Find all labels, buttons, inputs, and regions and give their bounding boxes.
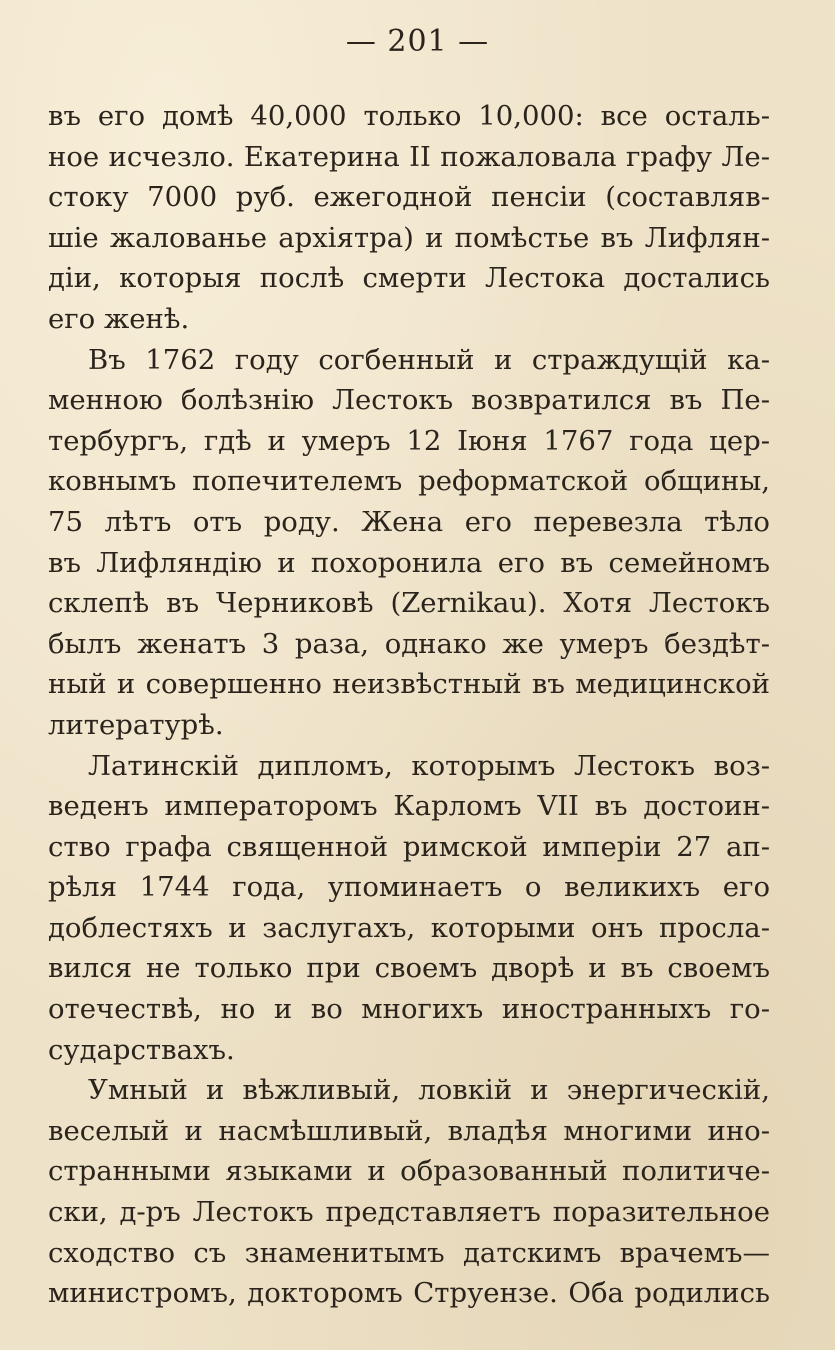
text-line: литературѣ. [48,708,224,741]
text-line: сходство съ знаменитымъ датскимъ врачемъ— [48,1236,770,1269]
text-line: стоку 7000 руб. ежегодной пенсіи (составляв- [48,181,770,214]
text-line: въ Лифляндію и похоронила его въ семейномъ [48,546,770,579]
text-line: доблестяхъ и заслугахъ, которыми онъ просла- [48,911,770,944]
text-line: ное исчезло. Екатерина II пожаловала графу Ле- [48,140,770,173]
text-line: вился не только при своемъ дворѣ и въ своемъ [48,952,770,985]
text-line: Умный и вѣжливый, ловкій и энергическій, [88,1074,770,1107]
text-line: ный и совершенно неизвѣстный въ медицинской [48,668,770,701]
paragraph-1 [48,96,770,340]
text-line: Латинскій дипломъ, которымъ Лестокъ воз- [88,749,770,782]
text-line: былъ женатъ 3 раза, однако же умеръ бездѣт- [48,627,770,660]
text-line: его женѣ. [48,302,190,335]
text-line: ство графа священной римской имперіи 27 ап- [48,830,770,863]
paragraph-2 [48,340,770,746]
text-line: ковнымъ попечителемъ реформатской общины, [48,465,770,498]
text-line: Въ 1762 году согбенный и страждущій ка- [88,343,770,376]
body-text [48,96,770,1314]
text-line: ски, д-ръ Лестокъ представляетъ поразительное [48,1196,770,1229]
text-line: веселый и насмѣшливый, владѣя многими ино- [48,1114,770,1147]
text-line: сударствахъ. [48,1033,235,1066]
text-line: склепѣ въ Черниковѣ (Zernikau). Хотя Лестокъ [48,587,770,620]
text-line: въ его домѣ 40,000 только 10,000: все осталь- [48,100,770,132]
text-line: странными языками и образованный политиче- [48,1155,770,1188]
text-line: менною болѣзнію Лестокъ возвратился въ Пе- [48,384,770,417]
text-line: министромъ, докторомъ Струензе. Оба родились [48,1277,770,1310]
text-line: 75 лѣтъ отъ роду. Жена его перевезла тѣло [48,505,770,538]
paragraph-4 [48,1070,770,1314]
text-line: шіе жалованье архіятра) и помѣстье въ Лифлян- [48,221,770,254]
page-number: — 201 — [345,24,490,59]
paragraph-3 [48,746,770,1071]
text-line: тербургъ, гдѣ и умеръ 12 Іюня 1767 года цер- [48,424,770,457]
text-line: рѣля 1744 года, упоминаетъ о великихъ его [48,871,770,904]
text-line: діи, которыя послѣ смерти Лестока достались [48,262,770,295]
text-line: отечествѣ, но и во многихъ иностранныхъ го- [48,993,770,1026]
text-line: веденъ императоромъ Карломъ VII въ достоин- [48,790,770,823]
